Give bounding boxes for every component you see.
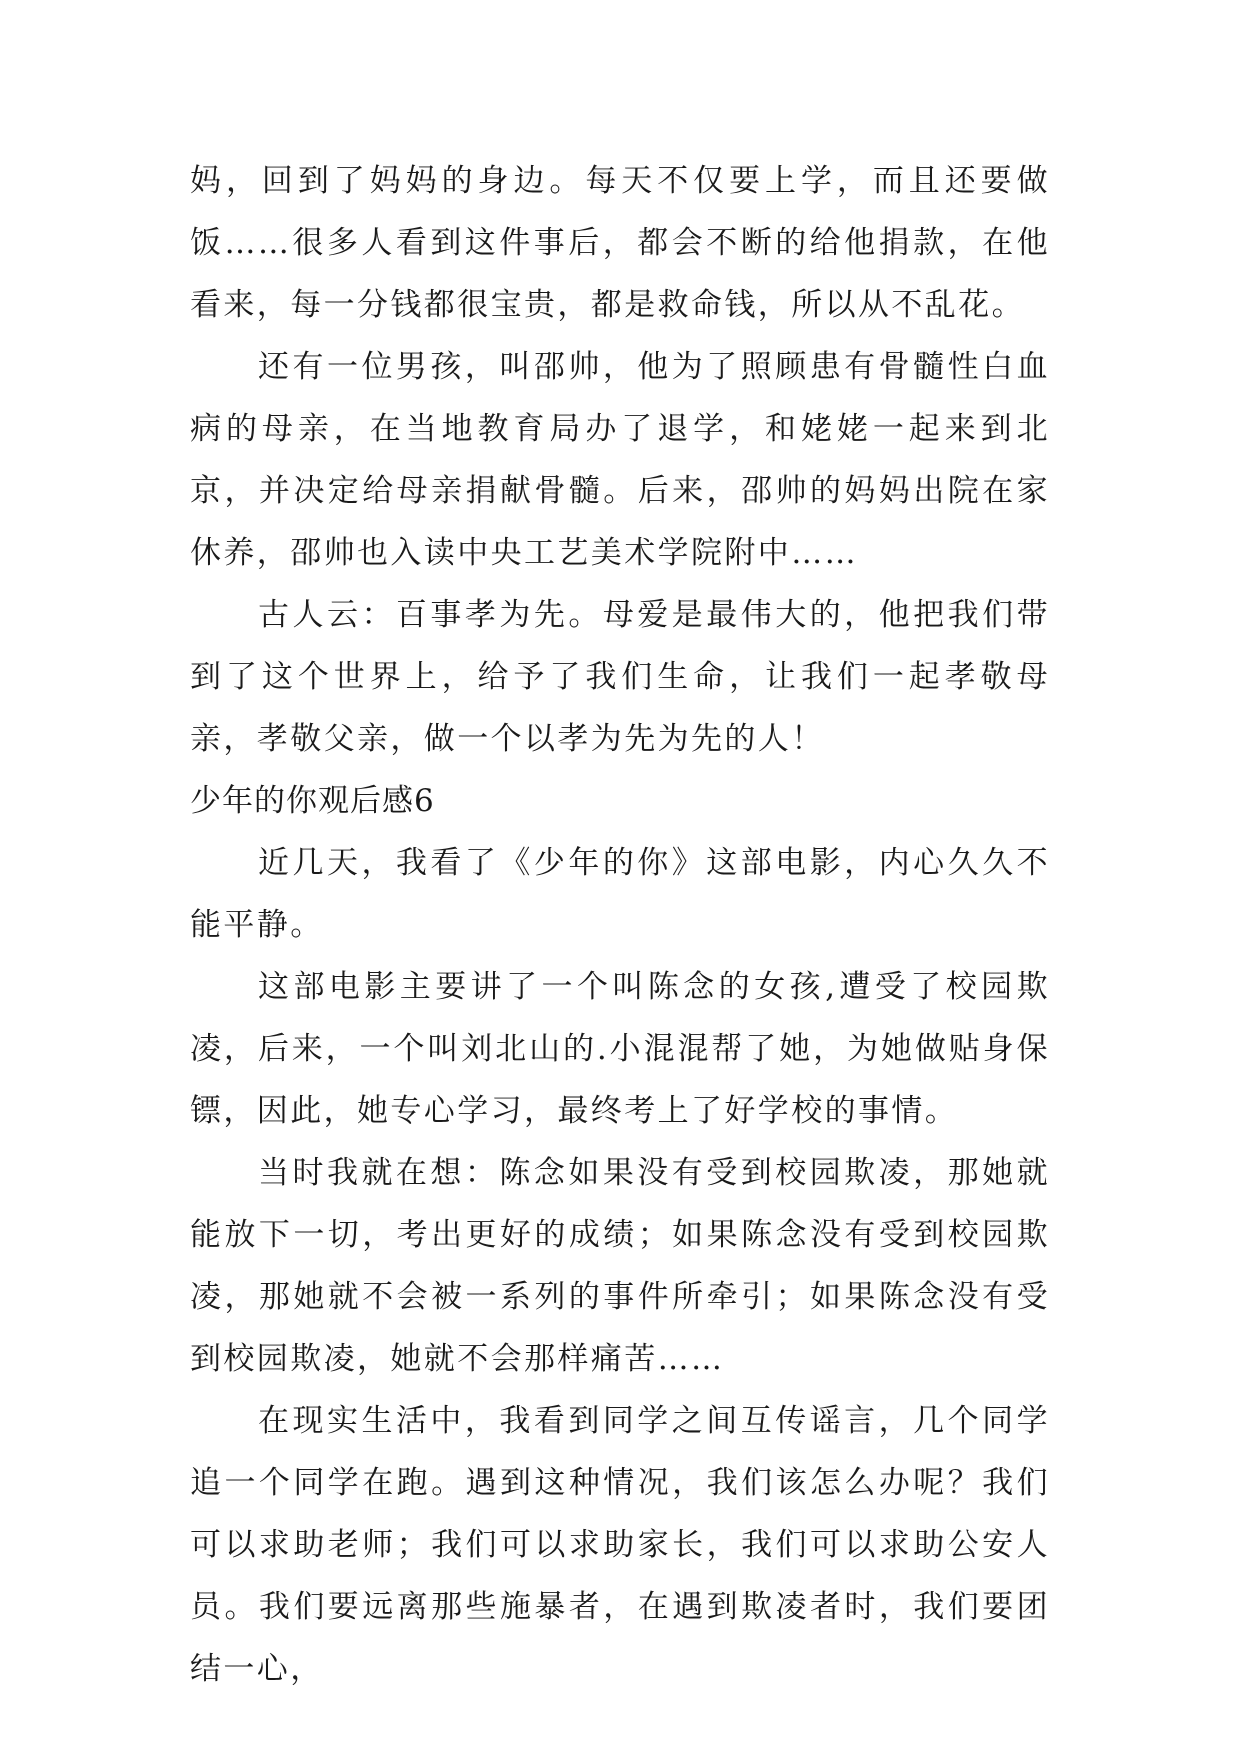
section-heading: 少年的你观后感6 bbox=[190, 783, 435, 819]
paragraph-reflection: 当时我就在想：陈念如果没有受到校园欺凌，那她就能放下一切，考出更好的成绩；如果陈念没有受到校园欺凌，那她就不会被一系列的事件所牵引；如果陈念没有受到校园欺凌，她就不会那样痛苦…… bbox=[190, 1155, 1050, 1377]
paragraph-shao-shuai: 还有一位男孩，叫邵帅，他为了照顾患有骨髓性白血病的母亲，在当地教育局办了退学，和姥姥一起来到北京，并决定给母亲捐献骨髓。后来，邵帅的妈妈出院在家休养，邵帅也入读中央工艺美术学院附中…… bbox=[190, 349, 1050, 571]
document-page bbox=[190, 150, 1050, 1700]
paragraph-real-life: 在现实生活中，我看到同学之间互传谣言，几个同学追一个同学在跑。遇到这种情况，我们该怎么办呢？我们可以求助老师；我们可以求助家长，我们可以求助公安人员。我们要远离那些施暴者，在遇到欺凌者时，我们要团结一心， bbox=[190, 1403, 1050, 1687]
paragraph-intro: 近几天，我看了《少年的你》这部电影，内心久久不能平静。 bbox=[190, 845, 1050, 943]
paragraph-continuation: 妈，回到了妈妈的身边。每天不仅要上学，而且还要做饭……很多人看到这件事后，都会不断的给他捐款，在他看来，每一分钱都很宝贵，都是救命钱，所以从不乱花。 bbox=[190, 163, 1050, 323]
paragraph-filial-piety: 古人云：百事孝为先。母爱是最伟大的，他把我们带到了这个世界上，给予了我们生命，让我们一起孝敬母亲，孝敬父亲，做一个以孝为先为先的人！ bbox=[190, 597, 1050, 757]
paragraph-plot: 这部电影主要讲了一个叫陈念的女孩,遭受了校园欺凌，后来，一个叫刘北山的.小混混帮了她，为她做贴身保镖，因此，她专心学习，最终考上了好学校的事情。 bbox=[190, 969, 1050, 1129]
